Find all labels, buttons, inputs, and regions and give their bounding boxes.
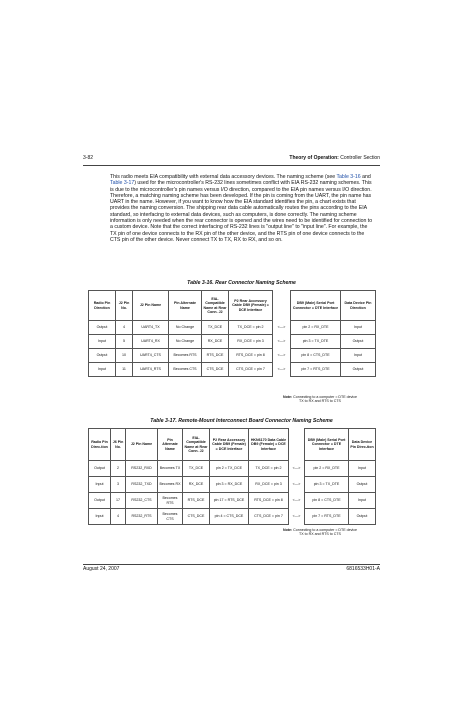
- table-cell: RS232_RXD: [126, 461, 158, 477]
- column-header: HKN6170 Data Cable DB9 (Female) = DCE Interface: [249, 429, 289, 461]
- table-cell: pin 7 = RTS_DTE: [305, 509, 349, 525]
- table-cell: No Change: [169, 321, 202, 335]
- column-header: EIA-Compatible Name at Rear Conn. J2: [183, 429, 210, 461]
- table-cell: <--->: [273, 363, 291, 377]
- table-cell: Output: [349, 477, 376, 493]
- table-cell: 2: [111, 461, 126, 477]
- table-cell: pin 4 = CTS_DCE: [210, 509, 249, 525]
- table-cell: RTS_DCE: [202, 349, 229, 363]
- table-cell: 4: [116, 321, 133, 335]
- table-cell: No Change: [169, 335, 202, 349]
- table-cell: Output: [89, 461, 111, 477]
- table-cell: 11: [116, 363, 133, 377]
- body-text-2: and: [360, 174, 371, 180]
- body-text-1: This radio meets EIA compatibility with external data accessory devices. The naming scheme (see: [110, 174, 337, 180]
- table-cell: Output: [341, 363, 376, 377]
- table-cell: RX_DCE: [202, 335, 229, 349]
- table-cell: 17: [111, 493, 126, 509]
- table-cell: pin 17 = RTS_DCE: [210, 493, 249, 509]
- table-cell: pin 8 = CTS_DTE: [291, 349, 341, 363]
- table-cell: RX_DCE = pin 3: [249, 477, 289, 493]
- column-header: P2 Rear Accessory Cable DB9 (Female) = DCE Interface: [229, 291, 273, 321]
- table-cell: TX_DCE = pin 2: [229, 321, 273, 335]
- table-cell: pin 2 = TX_DCE: [210, 461, 249, 477]
- table-cell: pin 8 = CTS_DTE: [305, 493, 349, 509]
- table-3-17: [88, 428, 376, 525]
- table-cell: <--->: [273, 321, 291, 335]
- table-row: [89, 477, 376, 493]
- table-3-17-note: [255, 528, 385, 537]
- table-cell: Input: [89, 363, 116, 377]
- table-cell: Input: [349, 461, 376, 477]
- table-row: [89, 509, 376, 525]
- table-cell: Input: [341, 349, 376, 363]
- table-cell: CTS_DCE = pin 7: [229, 363, 273, 377]
- column-header: [289, 429, 305, 461]
- body-text-3: ) used for the microcontroller's RS-232 lines sometimes conflict with EIA RS-232 naming schemes. This is due to the microcontroller's pin names versus I/O direction, compared to the EIA pin names versus I/O direction. Therefore, a matching naming scheme has been developed. If the pin is coming from the UART, the pin name has UART in the name. However, if you want to know how the EIA standard identifies the pin, a chart exists that provides the naming conversion. The shipping rear data cable automatically routes the pins according to the EIA standard, so interfacing to external data devices, such as computers, is done correctly. The naming scheme information is only needed when the rear connector is opened and the wires need to be identified for connection to a custom device. Note that the correct interfacing of RS-232 lines is "output line" to "input line". For example, the TX pin of one device connects to the RX pin of the other device, and the RTS pin of one device connects to the CTS pin of the other device. Never connect TX to TX, RX to RX, and so on.: [110, 180, 373, 243]
- table-cell: 3: [111, 477, 126, 493]
- footer-rule: [83, 564, 380, 565]
- table-cell: 5: [116, 335, 133, 349]
- table-cell: TX_DCE: [202, 321, 229, 335]
- table-cell: TX_DCE = pin 2: [249, 461, 289, 477]
- table-cell: <--->: [289, 493, 305, 509]
- note-line-2: TX to RX and RTS to CTS: [299, 532, 341, 537]
- table-cell: Becomes CTS: [169, 363, 202, 377]
- table-cell: 10: [116, 349, 133, 363]
- column-header: P2 Rear Accessory Cable DB9 (Female) = DCE Interface: [210, 429, 249, 461]
- table-cell: RX_DCE: [183, 477, 210, 493]
- table-3-16-note: [255, 395, 385, 404]
- table-row: [89, 461, 376, 477]
- note-label: Note:: [282, 395, 293, 399]
- table-row: [89, 335, 376, 349]
- footer-doc-number: 6816533H01-A: [346, 566, 380, 572]
- table-cell: Becomes TX: [158, 461, 183, 477]
- table-row: [89, 493, 376, 509]
- table-cell: <--->: [289, 477, 305, 493]
- column-header: Radio Pin Direc-tion: [89, 429, 111, 461]
- column-header: [273, 291, 291, 321]
- table-cell: RTS_DCE = pin 8: [249, 493, 289, 509]
- column-header: J2 Pin Name: [126, 429, 158, 461]
- column-header: EIA-Compatible Name at Rear Conn. J2: [202, 291, 229, 321]
- table-cell: <--->: [289, 509, 305, 525]
- table-cell: Output: [89, 349, 116, 363]
- table-cell: CTS_DCE = pin 7: [249, 509, 289, 525]
- table-cell: Input: [349, 493, 376, 509]
- table-cell: RTS_DCE = pin 8: [229, 349, 273, 363]
- note-line-1: Connecting to a computer = DTE device: [292, 395, 357, 399]
- table-header-row: [89, 291, 376, 321]
- table-cell: pin 3 = RX_DCE: [210, 477, 249, 493]
- table-cell: 4: [111, 509, 126, 525]
- page-number: 3-82: [83, 155, 94, 161]
- table-cell: pin 2 = RX_DTE: [291, 321, 341, 335]
- table-cell: Becomes RTS: [158, 493, 183, 509]
- table-cell: RS232_TXD: [126, 477, 158, 493]
- header-rule: [83, 165, 380, 166]
- table-3-16: [88, 290, 376, 377]
- column-header: Pin Alternate Name: [158, 429, 183, 461]
- table-cell: Becomes RX: [158, 477, 183, 493]
- table-cell: CTS_DCE: [202, 363, 229, 377]
- table-cell: Becomes RTS: [169, 349, 202, 363]
- column-header: J6 Pin No.: [111, 429, 126, 461]
- table-cell: Output: [349, 509, 376, 525]
- table-cell: Output: [341, 335, 376, 349]
- table-3-17-link[interactable]: Table 3-17: [110, 180, 135, 187]
- table-cell: UART4_TX: [133, 321, 169, 335]
- table-cell: CTS_DCE: [183, 509, 210, 525]
- note-label: Note:: [282, 528, 293, 532]
- table-cell: <--->: [273, 349, 291, 363]
- table-cell: pin 2 = RX_DTE: [305, 461, 349, 477]
- table-3-16-link[interactable]: Table 3-16: [336, 174, 361, 180]
- table-row: [89, 363, 376, 377]
- table-cell: RX_DCE = pin 3: [229, 335, 273, 349]
- table-cell: Input: [341, 321, 376, 335]
- table-row: [89, 321, 376, 335]
- section-title: Controller Section: [340, 155, 380, 161]
- table-cell: TX_DCE: [183, 461, 210, 477]
- table-cell: pin 3 = TX_DTE: [305, 477, 349, 493]
- table-cell: pin 7 = RTS_DTE: [291, 363, 341, 377]
- note-line-2: TX to RX and RTS to CTS: [299, 399, 341, 404]
- table-cell: <--->: [289, 461, 305, 477]
- table-cell: RTS_DCE: [183, 493, 210, 509]
- table-cell: <--->: [273, 335, 291, 349]
- column-header: J2 Pin No.: [116, 291, 133, 321]
- table-cell: RS232_RTS: [126, 509, 158, 525]
- table-3-16-caption: Table 3-16. Rear Connector Naming Scheme: [187, 280, 296, 286]
- table-cell: UART4_RTS: [133, 363, 169, 377]
- column-header: Radio Pin Direction: [89, 291, 116, 321]
- running-head: [289, 155, 380, 161]
- body-paragraph: [110, 174, 373, 243]
- table-cell: Input: [89, 509, 111, 525]
- table-row: [89, 349, 376, 363]
- table-cell: Input: [89, 477, 111, 493]
- column-header: DB9 (Male) Serial Port Connector = DTE Interface: [305, 429, 349, 461]
- table-cell: Output: [89, 493, 111, 509]
- table-header-row: [89, 429, 376, 461]
- table-cell: pin 3 = TX_DTE: [291, 335, 341, 349]
- column-header: DB9 (Male) Serial Port Connector = DTE Interface: [291, 291, 341, 321]
- column-header: Data Device Pin Direc-tion: [349, 429, 376, 461]
- column-header: Pin Alternate Name: [169, 291, 202, 321]
- chapter-title: Theory of Operation:: [289, 155, 339, 161]
- table-cell: Output: [89, 321, 116, 335]
- note-line-1: Connecting to a computer = DTE device: [292, 528, 357, 532]
- table-cell: UART4_CTS: [133, 349, 169, 363]
- column-header: J2 Pin Name: [133, 291, 169, 321]
- page-header: [83, 155, 380, 165]
- column-header: Data Device Pin Direction: [341, 291, 376, 321]
- table-cell: Input: [89, 335, 116, 349]
- table-3-17-caption: Table 3-17. Remote-Mount Interconnect Board Connector Naming Scheme: [150, 418, 333, 424]
- table-cell: UART4_RX: [133, 335, 169, 349]
- table-cell: Becomes CTS: [158, 509, 183, 525]
- footer-date: August 24, 2007: [83, 566, 120, 572]
- table-cell: RS232_CTS: [126, 493, 158, 509]
